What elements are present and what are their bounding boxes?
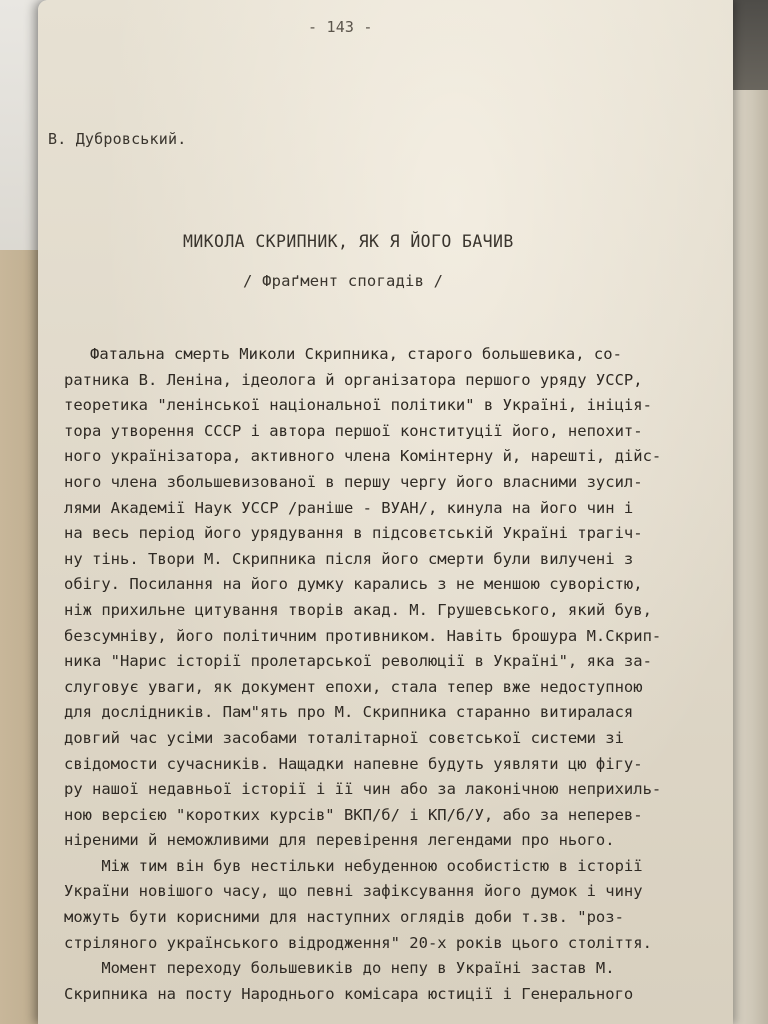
text-line: ного члена збольшевизованої в першу чергу його власними зусил- [64,472,643,491]
text-line: ніж прихильне цитування творів акад. М. Грушевського, який був, [64,600,652,619]
text-line: Фатальна смерть Миколи Скрипника, старого большевика, со- [90,345,622,363]
typewritten-page [38,0,733,1024]
document-title: МИКОЛА СКРИПНИК, ЯК Я ЙОГО БАЧИВ [183,232,514,251]
text-line: на весь період його урядування в підсовєтській Україні трагіч- [64,524,643,543]
document-subtitle: / Фраґмент спогадів / [243,272,444,290]
text-line: для дослідників. Пам"ять про М. Скрипника старанно витиралася [64,703,634,722]
text-line: лями Академії Наук УССР /раніше - ВУАН/, кинула на його чин і [64,498,634,517]
text-line: безсумніву, його політичним противником. Навіть брошура М.Скрип- [64,626,662,645]
text-line: довгий час усіми засобами тоталітарної совєтської системи зі [64,728,624,747]
text-line: ника "Нарис історії пролетарської революції в Україні", яка за- [64,652,652,671]
text-line: ною версією "коротких курсів" ВКП/б/ і КП/б/У, або за неперев- [64,805,643,824]
text-line: свідомости сучасників. Нащадки напевне будуть уявляти цю фігу- [64,754,643,773]
body-text [38,342,733,1007]
background-folder [0,250,40,1024]
text-line: Момент переходу большевиків до непу в Україні застав М. [64,959,615,978]
text-line: обігу. Посилання на його думку карались з не меншою суворістю, [64,575,643,594]
text-line: ніреними й неможливими для перевірення легендами про нього. [64,831,615,850]
text-line: можуть бути корисними для наступних оглядів доби т.зв. "роз- [64,908,624,927]
text-line: теоретика "ленінської національної політики" в Україні, ініція- [64,396,652,415]
text-line: Між тим він був нестільки небуденною особистістю в історії [64,856,643,875]
text-line: стріляного українського відродження" 20-х років цього століття. [64,933,652,952]
text-line: ратника В. Леніна, ідеолога й організатора першого уряду УССР, [64,370,643,389]
text-line: України новішого часу, що певні зафіксування його думок і чину [64,882,643,901]
page-number: - 143 - [308,18,373,36]
text-line: тора утворення СССР і автора першої конституції його, непохит- [64,421,643,440]
text-line: ного українізатора, активного члена Комінтерну й, нарешті, дійс- [64,447,662,466]
text-line: Скрипника на посту Народнього комісара юстиції і Генерального [64,984,634,1003]
text-line: ну тінь. Твори М. Скрипника після його смерти були вилучені з [64,549,634,568]
author-name: В. Дубровський. [48,130,187,148]
text-line: ру нашої недавньої історії і її чин або за лаконічною неприхиль- [64,780,662,799]
background-shadow [728,0,768,95]
text-line: слуговує уваги, як документ епохи, стала тепер вже недоступною [64,677,643,696]
